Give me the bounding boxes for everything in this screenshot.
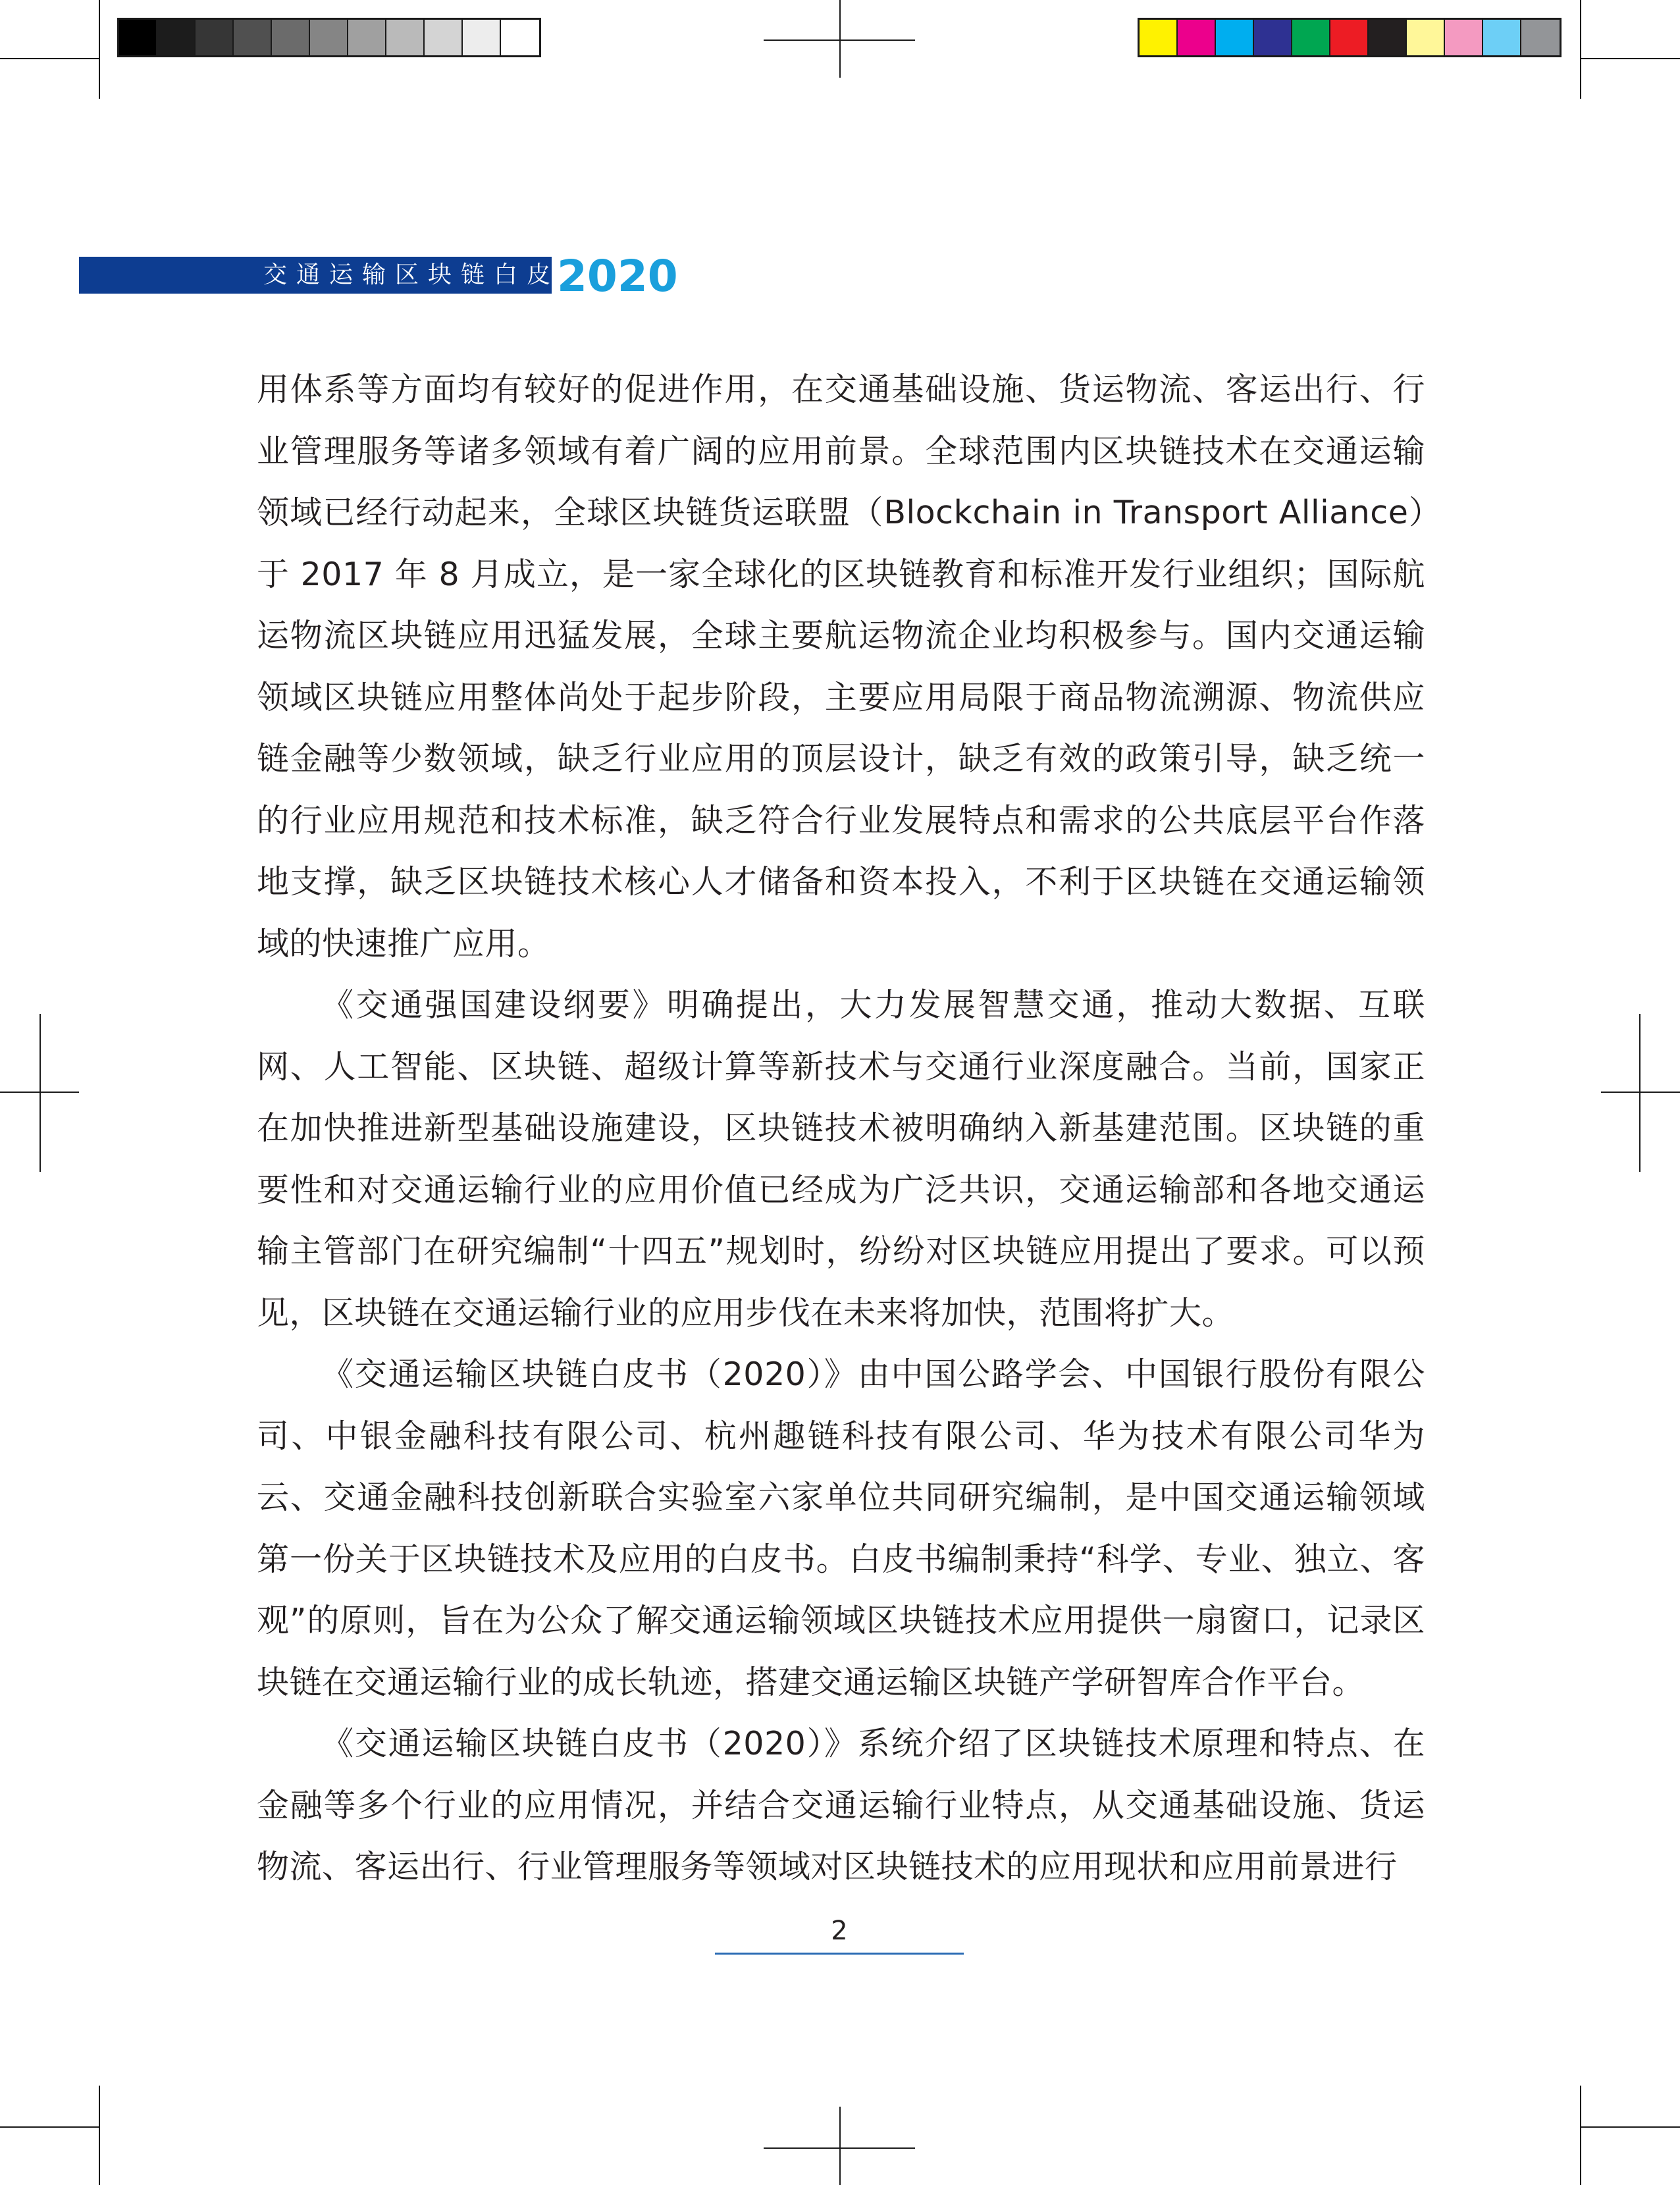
crop-mark bbox=[99, 0, 100, 99]
grayscale-swatch bbox=[425, 20, 463, 55]
grayscale-swatch bbox=[157, 20, 196, 55]
process-color-swatch bbox=[1445, 20, 1483, 55]
grayscale-swatch bbox=[348, 20, 386, 55]
grayscale-swatch bbox=[196, 20, 234, 55]
grayscale-swatch bbox=[501, 20, 539, 55]
registration-mark-left bbox=[39, 1014, 41, 1172]
registration-mark-bottom bbox=[764, 2147, 915, 2149]
page-number-rule bbox=[715, 1953, 964, 1955]
grayscale-calibration-bar bbox=[117, 18, 541, 57]
process-color-swatch bbox=[1216, 20, 1254, 55]
registration-mark-right bbox=[1639, 1014, 1641, 1172]
crop-mark bbox=[99, 2086, 100, 2185]
grayscale-swatch bbox=[386, 20, 425, 55]
process-color-swatch bbox=[1140, 20, 1178, 55]
registration-mark-left bbox=[0, 1092, 79, 1093]
process-color-swatch bbox=[1369, 20, 1407, 55]
registration-mark-bottom bbox=[839, 2107, 841, 2185]
crop-mark bbox=[1580, 2086, 1581, 2185]
process-color-swatch bbox=[1330, 20, 1369, 55]
registration-mark-top bbox=[764, 39, 915, 41]
process-color-swatch bbox=[1483, 20, 1521, 55]
page-number: 2 bbox=[831, 1916, 848, 1946]
color-calibration-bar bbox=[1138, 18, 1562, 57]
paragraph: 用体系等方面均有较好的促进作用，在交通基础设施、货运物流、客运出行、行业管理服务等诸多领域有着广阔的应用前景。全球范围内区块链技术在交通运输领域已经行动起来，全球区块链货运联盟（Blockchain in Transport Alliance）于 2017 年 8 月成立，是一家全球化的区块链教育和标准开发行业组织；国际航运物流区块链应用迅猛发展，全球主要航运物流企业均积极参与。国内交通运输领域区块链应用整体尚处于起步阶段，主要应用局限于商品物流溯源、物流供应链金融等少数领域，缺乏行业应用的顶层设计，缺乏有效的政策引导，缺乏统一的行业应用规范和技术标准，缺乏符合行业发展特点和需求的公共底层平台作落地支撑，缺乏区块链技术核心人才储备和资本投入，不利于区块链在交通运输领域的快速推广应用。 bbox=[257, 371, 1425, 962]
header-year: 2020 bbox=[557, 251, 678, 302]
process-color-swatch bbox=[1521, 20, 1560, 55]
paragraph: 《交通运输区块链白皮书（2020）》系统介绍了区块链技术原理和特点、在金融等多个行业的应用情况，并结合交通运输行业特点，从交通基础设施、货运物流、客运出行、行业管理服务等领域对区块链技术的应用现状和应用前景进行 bbox=[257, 1725, 1425, 1885]
crop-mark bbox=[1580, 2126, 1680, 2128]
grayscale-swatch bbox=[119, 20, 157, 55]
grayscale-swatch bbox=[272, 20, 310, 55]
crop-mark bbox=[0, 58, 99, 59]
registration-mark-right bbox=[1601, 1092, 1680, 1093]
header-title: 交通运输区块链白皮书 bbox=[263, 261, 593, 288]
grayscale-swatch bbox=[310, 20, 348, 55]
crop-mark bbox=[1580, 58, 1680, 59]
paragraph: 《交通运输区块链白皮书（2020）》由中国公路学会、中国银行股份有限公司、中银金融科技有限公司、杭州趣链科技有限公司、华为技术有限公司华为云、交通金融科技创新联合实验室六家单位共同研究编制，是中国交通运输领域第一份关于区块链技术及应用的白皮书。白皮书编制秉持“科学、专业、独立、客观”的原则，旨在为公众了解交通运输领域区块链技术应用提供一扇窗口，记录区块链在交通运输行业的成长轨迹，搭建交通运输区块链产学研智库合作平台。 bbox=[257, 1356, 1425, 1701]
crop-mark bbox=[1580, 0, 1581, 99]
registration-mark-top bbox=[839, 0, 841, 78]
paragraph: 《交通强国建设纲要》明确提出，大力发展智慧交通，推动大数据、互联网、人工智能、区块链、超级计算等新技术与交通行业深度融合。当前，国家正在加快推进新型基础设施建设，区块链技术被明确纳入新基建范围。区块链的重要性和对交通运输行业的应用价值已经成为广泛共识，交通运输部和各地交通运输主管部门在研究编制“十四五”规划时，纷纷对区块链应用提出了要求。可以预见，区块链在交通运输行业的应用步伐在未来将加快，范围将扩大。 bbox=[257, 986, 1425, 1332]
process-color-swatch bbox=[1407, 20, 1445, 55]
crop-mark bbox=[0, 2126, 99, 2128]
process-color-swatch bbox=[1292, 20, 1330, 55]
body-text bbox=[257, 359, 1425, 1898]
grayscale-swatch bbox=[463, 20, 501, 55]
process-color-swatch bbox=[1254, 20, 1292, 55]
grayscale-swatch bbox=[234, 20, 272, 55]
process-color-swatch bbox=[1178, 20, 1216, 55]
